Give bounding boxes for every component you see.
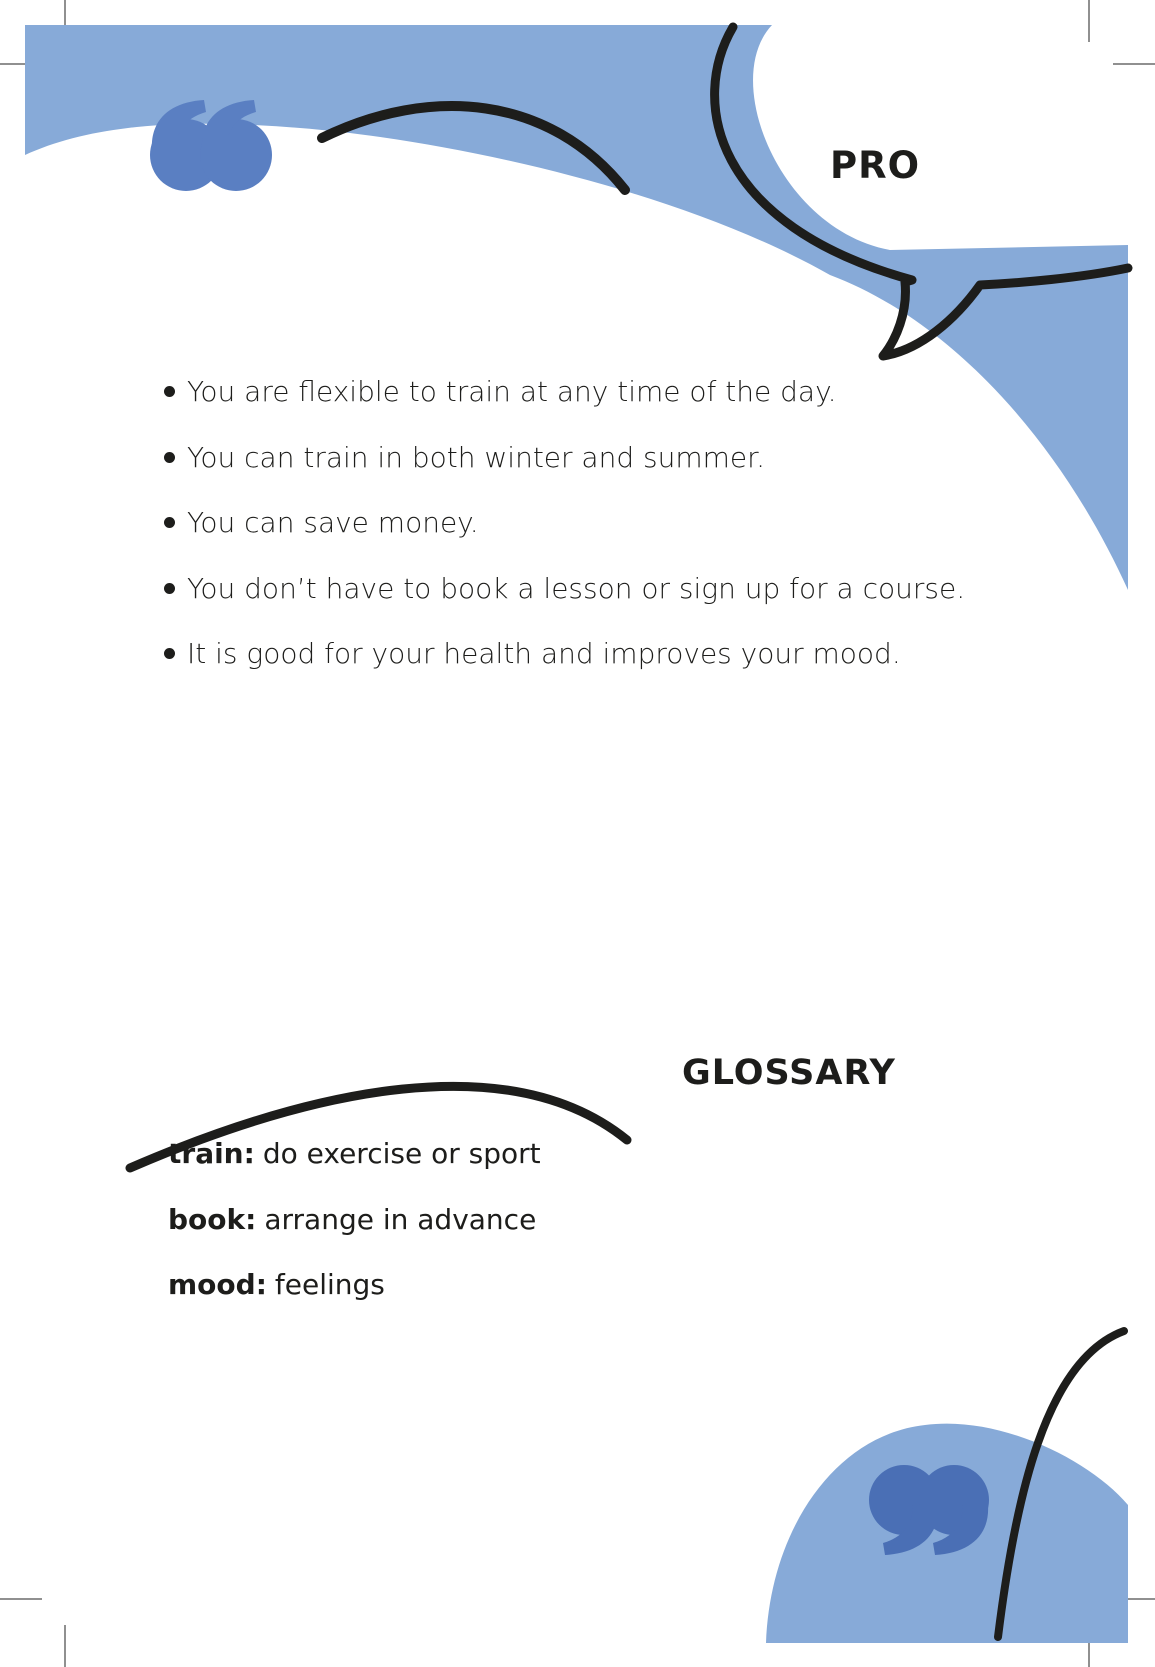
glossary-entry (168, 1134, 541, 1200)
glossary-definition: do exercise or sport (262, 1137, 541, 1170)
glossary-term: mood: (168, 1268, 267, 1301)
glossary-definition: feelings (274, 1268, 385, 1301)
pro-item-text: You can save money. (187, 506, 479, 539)
pro-heading: PRO (830, 144, 921, 187)
pro-item-text: You don’t have to book a lesson or sign up for a course. (187, 571, 966, 605)
bullet-icon (164, 648, 175, 659)
glossary-heading: GLOSSARY (682, 1053, 896, 1093)
pro-item (164, 438, 965, 504)
glossary-entry (168, 1200, 541, 1266)
pro-item-text: You can train in both winter and summer. (187, 440, 765, 474)
bullet-icon (164, 452, 175, 463)
bullet-icon (164, 386, 175, 397)
bullet-icon (164, 517, 175, 528)
pro-item (164, 569, 965, 635)
glossary-list (168, 1134, 541, 1331)
glossary-term: train: (168, 1137, 255, 1170)
pro-item-text: You are flexible to train at any time of the day. (187, 375, 837, 408)
pro-item (164, 503, 965, 569)
pro-item (164, 634, 965, 700)
glossary-definition: arrange in advance (264, 1202, 537, 1236)
glossary-term: book: (168, 1202, 257, 1236)
glossary-entry (168, 1265, 541, 1331)
pros-list (164, 372, 965, 700)
pro-item (164, 372, 965, 438)
pro-item-text: It is good for your health and improves your mood. (187, 637, 901, 670)
bullet-icon (164, 583, 175, 594)
